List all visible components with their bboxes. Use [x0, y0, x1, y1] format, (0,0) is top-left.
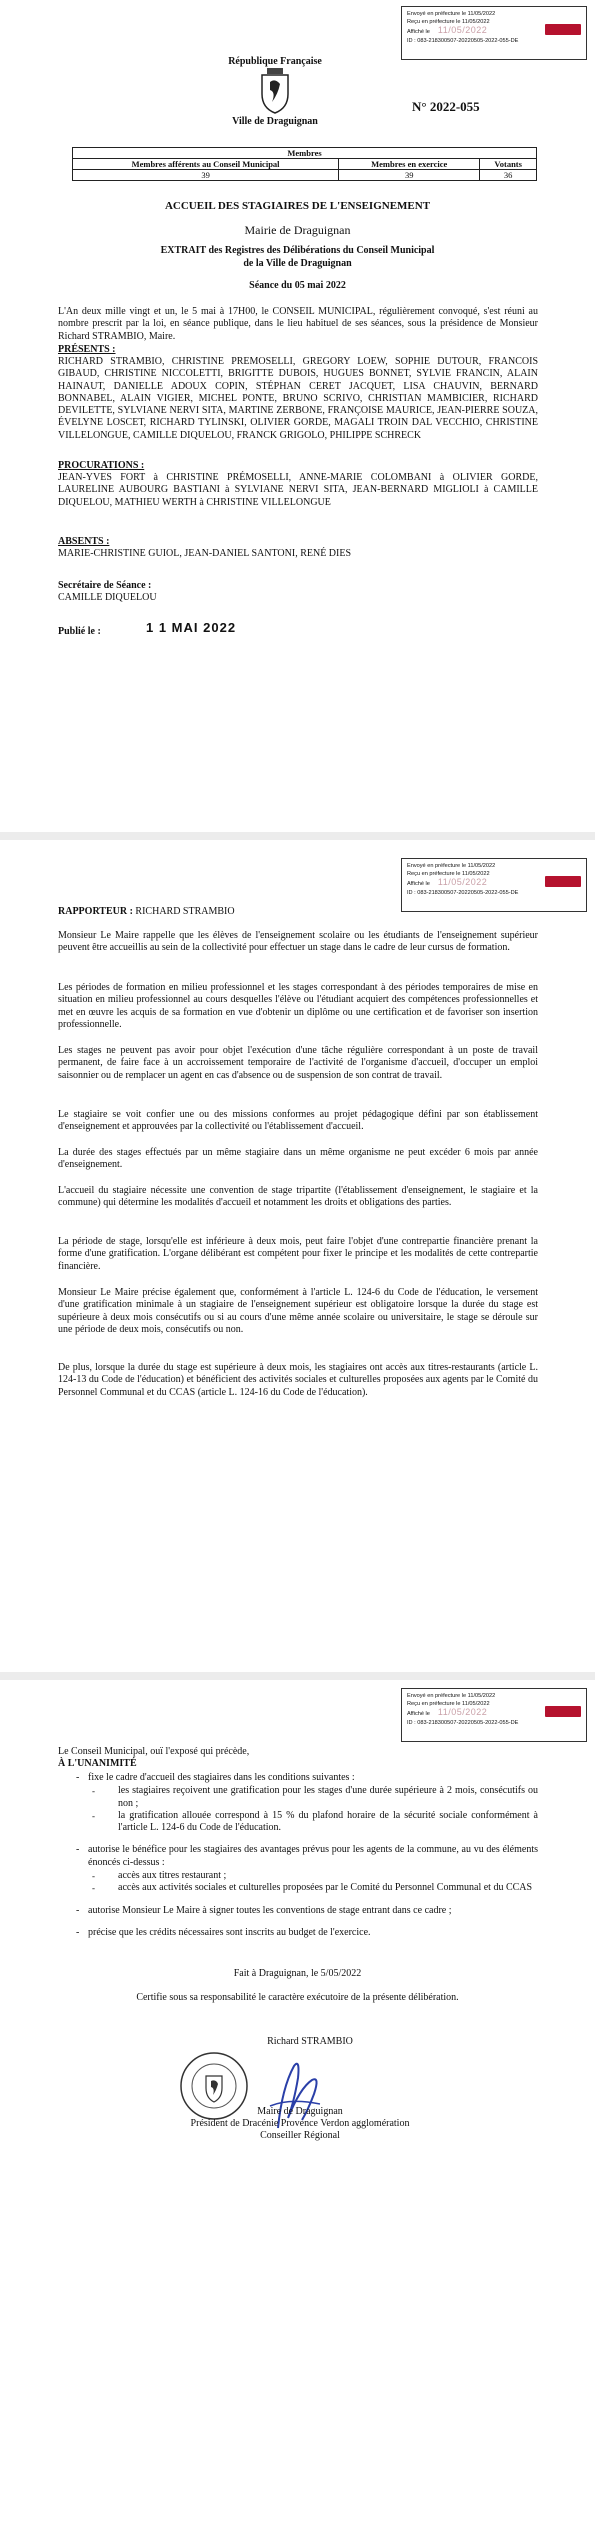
prefecture-stamp — [401, 858, 587, 912]
stamp-id: ID : 083-218300507-20220505-2022-055-DE — [407, 1719, 519, 1726]
members-value-votants: 36 — [480, 170, 537, 181]
republic-label: République Française — [228, 56, 322, 67]
publie-date-stamp: 1 1 MAI 2022 — [146, 620, 237, 635]
members-table-title: Membres — [73, 148, 537, 159]
decision-item-1-sub-1: - les stagiaires reçoivent une gratification pour les stages d'une durée supérieure à 2 mois, consécutifs ou non ; — [104, 1785, 538, 1810]
rapporteur-label: RAPPORTEUR : — [58, 906, 133, 917]
signer-title-mayor: Maire de Draguignan — [257, 2106, 343, 2117]
secretaire-name: CAMILLE DIQUELOU — [58, 592, 157, 603]
absents-label: ABSENTS : — [58, 536, 110, 547]
stamp-received: Reçu en préfecture le 11/05/2022 — [407, 1701, 490, 1708]
town-label: Ville de Draguignan — [232, 116, 318, 127]
stamp-id: ID : 083-218300507-20220505-2022-055-DE — [407, 37, 519, 44]
procurations-list: JEAN-YVES FORT à CHRISTINE PRÉMOSELLI, ANNE-MARIE COLOMBANI à OLIVIER GORDE, LAURELINE AUBOURG BASTIANI à SYLVIANE NERVI SITA, JEAN-BERNARD MIGLIOLI à CAMILLE DIQUELOU, MATHIEU WERTH à CHRISTINE VILLELONGUE — [58, 472, 538, 508]
report-paragraph-2: Les périodes de formation en milieu professionnel et les stages correspondant à des périodes temporaires de mise en situation en milieu professionnel au cours desquelles l'élève ou l'étudiant acquiert des compétences professionnelles et met en œuvre les acquis de sa formation en vue d'obtenir un diplôme ou une certification et de favoriser son insertion professionnelle. — [58, 982, 538, 1030]
mairie-title: Mairie de Draguignan — [244, 223, 351, 237]
procurations-label: PROCURATIONS : — [58, 460, 145, 471]
decision-item-4: - précise que les crédits nécessaires sont inscrits au budget de l'exercice. — [74, 1927, 538, 1939]
stamp-posted-date: 11/05/2022 — [437, 25, 488, 36]
stamp-sent: Envoyé en préfecture le 11/05/2022 — [407, 11, 496, 17]
certifie-text: Certifie sous sa responsabilité le caractère exécutoire de la présente délibération. — [136, 1992, 459, 2003]
subject-title: ACCUEIL DES STAGIAIRES DE L'ENSEIGNEMENT — [164, 200, 431, 212]
unanimite-label: À L'UNANIMITÉ — [58, 1758, 137, 1769]
rapporteur-name: RICHARD STRAMBIO — [135, 906, 235, 917]
members-header-afferents: Membres afférents au Conseil Municipal — [73, 159, 339, 170]
town-crest-icon — [258, 68, 292, 114]
members-value-exercice: 39 — [339, 170, 480, 181]
prefecture-stamp — [401, 1688, 587, 1742]
signer-title-regional: Conseiller Régional — [260, 2130, 340, 2141]
secretaire-label: Secrétaire de Séance : — [58, 580, 152, 591]
decision-item-2-sub-1: - accès aux titres restaurant ; — [104, 1870, 538, 1882]
report-paragraph-6: L'accueil du stagiaire nécessite une convention de stage tripartite (l'établissement d'enseignement, le stagiaire et la commune) qui détermine les modalités d'accueil et notamment les droits et obligations des parties. — [58, 1185, 538, 1209]
stamp-logo-icon — [545, 24, 581, 35]
stamp-posted-label: Affiché le — [407, 29, 430, 36]
members-header-exercice: Membres en exercice — [339, 159, 480, 170]
page-1 — [0, 0, 595, 832]
stamp-sent: Envoyé en préfecture le 11/05/2022 — [407, 1693, 496, 1699]
members-table — [72, 147, 537, 181]
decision-item-2-sub-2: - accès aux activités sociales et culturelles proposées par le Comité du Personnel Communal et du CCAS — [104, 1882, 538, 1894]
absents-list: MARIE-CHRISTINE GUIOL, JEAN-DANIEL SANTONI, RENÉ DIES — [58, 548, 352, 559]
extrait-line-2: de la Ville de Draguignan — [243, 258, 352, 269]
stamp-logo-icon — [545, 876, 581, 887]
fait-a: Fait à Draguignan, le 5/05/2022 — [233, 1968, 362, 1979]
report-paragraph-3: Les stages ne peuvent pas avoir pour objet l'exécution d'une tâche régulière correspondant à un poste de travail permanent, de faire face à un accroissement temporaire de l'activité de l'organisme d'accueil, d'occuper un emploi saisonnier ou de remplacer un agent en cas d'absence ou de suspension de son contrat de travail. — [58, 1045, 538, 1081]
deliberation-number: N° 2022-055 — [412, 99, 480, 114]
stamp-posted-label: Affiché le — [407, 1711, 430, 1718]
stamp-posted-date: 11/05/2022 — [437, 877, 488, 888]
members-header-votants: Votants — [480, 159, 537, 170]
extrait-line-1: EXTRAIT des Registres des Délibérations du Conseil Municipal — [160, 245, 435, 256]
stamp-posted-label: Affiché le — [407, 881, 430, 888]
decision-list — [74, 1772, 538, 1939]
decision-item-1: - fixe le cadre d'accueil des stagiaires dans les conditions suivantes : - les stagiaires reçoivent une gratification pour les stages d'une durée supérieure à 2 mois, consécutifs ou non ; - la gratification allouée correspond à 15 % du plafond horaire de la sécurité sociale conformément à l'article L. 124-6 du Code de l'éducation. — [74, 1772, 538, 1834]
stamp-id: ID : 083-218300507-20220505-2022-055-DE — [407, 889, 519, 896]
report-paragraph-4: Le stagiaire se voit confier une ou des missions conformes au projet pédagogique défini par son établissement d'enseignement et approuvées par la collectivité ou l'établissement d'accueil. — [58, 1109, 538, 1133]
report-paragraph-5: La durée des stages effectués par un même stagiaire dans un même organisme ne peut excéder 6 mois par année d'enseignement. — [58, 1147, 538, 1171]
presents-list: RICHARD STRAMBIO, CHRISTINE PREMOSELLI, GREGORY LOEW, SOPHIE DUTOUR, FRANCOIS GIBAUD, CHRISTINE NICCOLETTI, BRIGITTE DUBOIS, HUGUES BONNET, SYLVIE FRANCIN, ALAIN HAINAUT, DANIELLE ADOUX COPIN, STÉPHAN CERET JACQUET, LISA CHAUVIN, BERNARD BONNABEL, ALAIN VIGIER, MICHEL PONTE, BRUNO SCRIVO, CHRISTIAN MAMBICIER, RICHARD DEVILETTE, SYLVIANE NERVI SITA, MARTINE ZERBONE, FRANÇOISE MAURICE, JEAN-PIERRE SOUZA, ÉVELYNE LOSCET, RICHARD TYLINSKI, OLIVIER GORDE, MAGALI TROIN DAL VECCHIO, CHRISTINE VILLELONGUE, CAMILLE DIQUELOU, FRANCK GRIGOLO, PHILIPPE SCHRECK — [58, 356, 538, 441]
stamp-received: Reçu en préfecture le 11/05/2022 — [407, 19, 490, 26]
publie-label: Publié le : — [58, 626, 101, 637]
seance-date: Séance du 05 mai 2022 — [249, 280, 346, 291]
prefecture-stamp — [401, 6, 587, 60]
intro-paragraph: L'An deux mille vingt et un, le 5 mai à 17H00, le CONSEIL MUNICIPAL, régulièrement convoqué, s'est réuni au nombre prescrit par la loi, en séance publique, dans le lieu habituel de ses séances, sous la présidence de Monsieur Richard STRAMBIO, Maire. — [58, 306, 538, 342]
report-paragraph-1: Monsieur Le Maire rappelle que les élèves de l'enseignement scolaire ou les étudiants de l'enseignement supérieur peuvent être accueillis au sein de la collectivité pour effectuer un stage dans le cadre de leur cursus de formation. — [58, 930, 538, 954]
report-paragraph-9: De plus, lorsque la durée du stage est supérieure à deux mois, les stagiaires ont accès aux titres-restaurants (article L. 124-13 du Code de l'éducation) et bénéficient des activités sociales et culturelles proposées aux agents par le Comité du Personnel Communal et du CCAS (article L. 124-16 du Code de l'éducation). — [58, 1362, 538, 1398]
decision-item-3: - autorise Monsieur Le Maire à signer toutes les conventions de stage entrant dans ce cadre ; — [74, 1905, 538, 1917]
signer-title-president: Président de Dracénie Provence Verdon agglomération — [190, 2118, 410, 2129]
report-paragraph-8: Monsieur Le Maire précise également que, conformément à l'article L. 124-6 du Code de l'éducation, le versement d'une gratification minimale à un stagiaire de l'enseignement supérieur est obligatoire lorsque la durée du stage est supérieure à deux mois consécutifs ou si au cours d'une même année scolaire ou universitaire, le stage se déroule sur une période de deux mois, consécutifs ou non. — [58, 1287, 538, 1335]
decision-intro: Le Conseil Municipal, ouï l'exposé qui précède, — [58, 1746, 250, 1757]
stamp-sent: Envoyé en préfecture le 11/05/2022 — [407, 863, 496, 869]
presents-label: PRÉSENTS : — [58, 344, 116, 355]
members-value-afferents: 39 — [73, 170, 339, 181]
decision-item-2: - autorise le bénéfice pour les stagiaires des avantages prévus pour les agents de la commune, au vu des éléments énoncés ci-dessus : - accès aux titres restaurant ; - accès aux activités sociales et culturelles proposées par le Comité du Personnel Communal et du CCAS — [74, 1844, 538, 1894]
page-3 — [0, 1680, 595, 2536]
page-2 — [0, 840, 595, 1672]
decision-item-1-sub-2: - la gratification allouée correspond à 15 % du plafond horaire de la sécurité sociale conformément à l'article L. 124-6 du Code de l'éducation. — [104, 1810, 538, 1835]
stamp-received: Reçu en préfecture le 11/05/2022 — [407, 871, 490, 878]
stamp-posted-date: 11/05/2022 — [437, 1707, 488, 1718]
signer-name: Richard STRAMBIO — [267, 2036, 353, 2047]
stamp-logo-icon — [545, 1706, 581, 1717]
report-paragraph-7: La période de stage, lorsqu'elle est inférieure à deux mois, peut faire l'objet d'une contrepartie financière prenant la forme d'une gratification. L'organe délibérant est compétent pour fixer le principe et les modalités de cette contrepartie financière. — [58, 1236, 538, 1272]
